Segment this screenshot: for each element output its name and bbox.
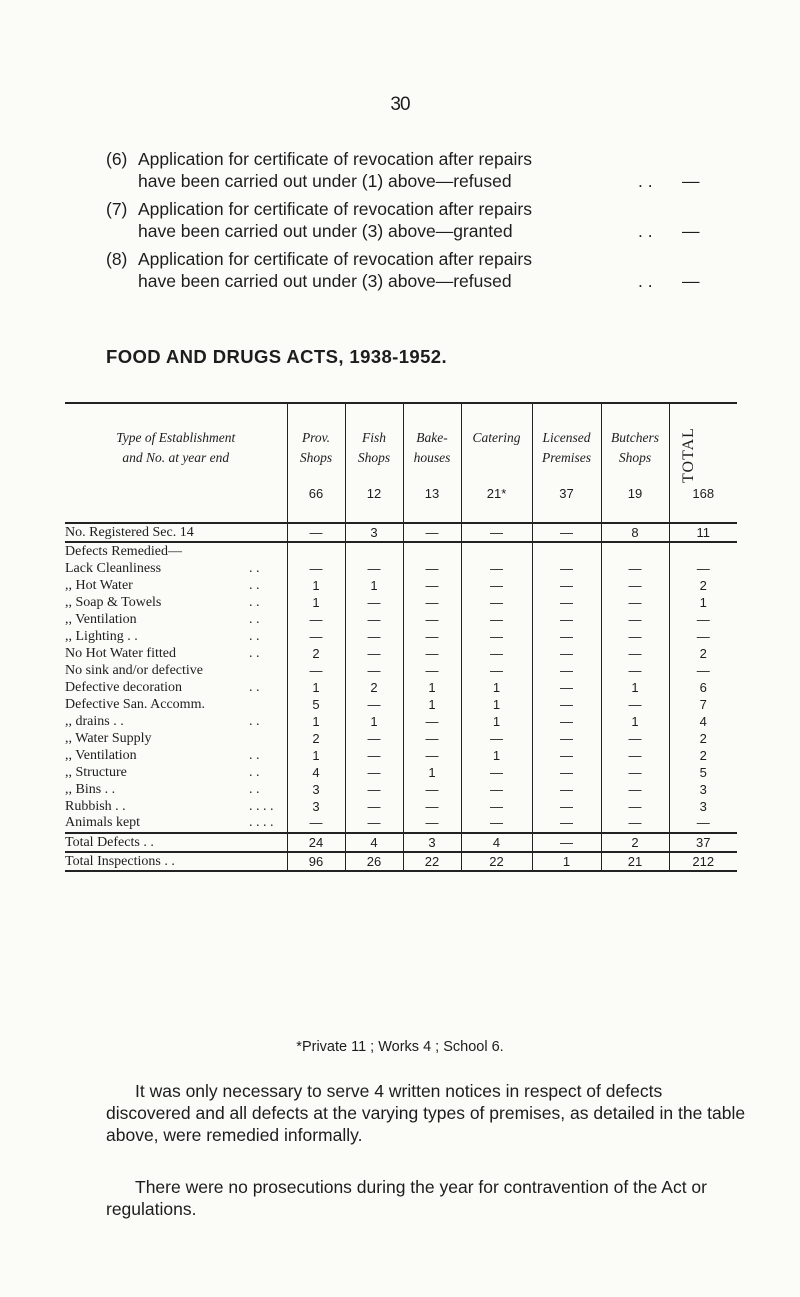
leader-dots: . . — [638, 221, 653, 241]
cell: — — [403, 577, 461, 594]
cell: 2 — [669, 730, 737, 747]
cell: — — [403, 781, 461, 798]
cell: — — [461, 730, 532, 747]
cell: — — [345, 747, 403, 764]
cell: — — [287, 628, 345, 645]
row-label-text: ,, Water Supply — [65, 730, 152, 746]
table-row — [65, 594, 737, 611]
cell: — — [669, 662, 737, 679]
leader-dots: . . — [249, 577, 260, 593]
application-item — [106, 198, 706, 242]
application-item — [106, 148, 706, 192]
column-header — [532, 403, 601, 523]
column-header — [287, 403, 345, 523]
row-label-text: No sink and/or defective — [65, 662, 204, 678]
cell: — — [461, 577, 532, 594]
leader-dots: . . — [249, 560, 260, 576]
row-label — [65, 781, 287, 798]
item-value: — — [682, 221, 700, 241]
application-item — [106, 248, 706, 292]
cell: — — [403, 645, 461, 662]
cell: 21 — [601, 852, 669, 871]
cell: 4 — [461, 833, 532, 852]
cell: — — [669, 628, 737, 645]
item-number: (7) — [106, 199, 128, 219]
table-row — [65, 628, 737, 645]
row-label — [65, 560, 287, 577]
cell: 1 — [287, 679, 345, 696]
cell: 3 — [403, 833, 461, 852]
row-label-text: ,, Ventilation — [65, 747, 137, 763]
cell: — — [601, 560, 669, 577]
row-label — [65, 679, 287, 696]
column-count: 19 — [627, 486, 643, 501]
cell: 96 — [287, 852, 345, 871]
section-heading: FOOD AND DRUGS ACTS, 1938-1952. — [106, 346, 448, 367]
row-label-text: Animals kept — [65, 815, 141, 830]
cell: 2 — [669, 747, 737, 764]
row-label — [65, 696, 287, 713]
row-label-text: ,, Lighting . . — [65, 628, 138, 644]
cell: 3 — [669, 781, 737, 798]
cell: 3 — [287, 798, 345, 815]
column-subtitle: Shops — [299, 450, 333, 465]
cell: — — [403, 713, 461, 730]
cell: 37 — [669, 833, 737, 852]
total-defects-row — [65, 833, 737, 852]
cell: — — [403, 730, 461, 747]
cell: — — [601, 696, 669, 713]
row-label — [65, 594, 287, 611]
row-label — [65, 764, 287, 781]
row-label — [65, 747, 287, 764]
table-row — [65, 730, 737, 747]
cell: 4 — [287, 764, 345, 781]
cell: — — [345, 696, 403, 713]
table-row — [65, 781, 737, 798]
cell: — — [345, 560, 403, 577]
cell: — — [601, 798, 669, 815]
table-row — [65, 560, 737, 577]
cell: — — [461, 628, 532, 645]
column-subtitle: Shops — [618, 450, 652, 465]
row-label — [65, 628, 287, 645]
cell: 8 — [601, 523, 669, 542]
cell: — — [669, 560, 737, 577]
cell: — — [532, 628, 601, 645]
column-title: Bake- — [416, 430, 448, 445]
column-header-total — [669, 403, 737, 523]
cell: — — [345, 798, 403, 815]
column-title: Butchers — [611, 430, 659, 445]
cell: 1 — [461, 713, 532, 730]
table-row — [65, 662, 737, 679]
cell: — — [345, 611, 403, 628]
column-header — [403, 403, 461, 523]
cell: — — [403, 798, 461, 815]
column-count: 21* — [486, 486, 507, 501]
cell: — — [669, 611, 737, 628]
cell: — — [403, 815, 461, 833]
cell: — — [461, 781, 532, 798]
cell: — — [601, 747, 669, 764]
cell: 1 — [287, 747, 345, 764]
cell: — — [461, 594, 532, 611]
header-label-line1: Type of Establishment — [116, 430, 236, 445]
item-value: — — [682, 171, 700, 191]
cell: 3 — [345, 523, 403, 542]
cell: 3 — [669, 798, 737, 815]
cell: — — [345, 764, 403, 781]
cell: — — [532, 594, 601, 611]
table-row — [65, 696, 737, 713]
row-label — [65, 611, 287, 628]
table-row — [65, 713, 737, 730]
cell: 1 — [403, 764, 461, 781]
cell: — — [345, 662, 403, 679]
page-number: 30 — [390, 94, 410, 115]
leader-dots: . . — [249, 747, 260, 763]
cell: — — [601, 594, 669, 611]
cell: — — [532, 798, 601, 815]
cell: 22 — [461, 852, 532, 871]
leader-dots: . . — [249, 594, 260, 610]
item-text-line2: have been carried out under (3) above—refused — [138, 271, 512, 291]
header-establishment — [65, 403, 287, 523]
leader-dots: . . . . — [249, 798, 274, 814]
cell: — — [601, 815, 669, 833]
table-header-row — [65, 403, 737, 523]
cell: — — [461, 798, 532, 815]
cell: — — [403, 594, 461, 611]
cell: 1 — [601, 679, 669, 696]
cell: — — [669, 815, 737, 833]
cell: 1 — [345, 577, 403, 594]
column-title-vertical: TOTAL — [679, 427, 697, 483]
column-title: Fish — [361, 430, 386, 445]
table-row — [65, 747, 737, 764]
column-count: 37 — [559, 486, 574, 501]
item-text-line1: Application for certificate of revocation after repairs — [138, 249, 532, 269]
header-label-line2: and No. at year end — [122, 450, 230, 465]
cell: 26 — [345, 852, 403, 871]
cell: — — [532, 833, 601, 852]
item-number: (8) — [106, 249, 128, 269]
cell: 1 — [403, 696, 461, 713]
cell: — — [532, 611, 601, 628]
cell: — — [532, 662, 601, 679]
row-label — [65, 730, 287, 747]
item-value: — — [682, 271, 700, 291]
leader-dots: . . — [249, 628, 260, 644]
row-label — [65, 645, 287, 662]
cell: — — [601, 628, 669, 645]
cell: 22 — [403, 852, 461, 871]
column-title: Prov. — [301, 430, 331, 445]
cell: 2 — [601, 833, 669, 852]
leader-dots: . . — [638, 171, 653, 191]
row-label-text: No Hot Water fitted — [65, 645, 176, 661]
leader-dots: . . — [249, 645, 260, 661]
row-label-text: ,, drains . . — [65, 713, 124, 729]
column-count: 66 — [308, 486, 324, 501]
paragraph-notices: It was only necessary to serve 4 written notices in respect of defects discovered and all defects at the varying types of premises, as detailed in the table above, were remedied informally. — [106, 1081, 746, 1145]
cell: — — [403, 523, 461, 542]
cell: — — [345, 815, 403, 833]
cell: — — [532, 696, 601, 713]
cell: — — [345, 628, 403, 645]
cell: 2 — [669, 577, 737, 594]
cell: 2 — [287, 730, 345, 747]
cell: — — [532, 764, 601, 781]
column-count: 12 — [366, 486, 382, 501]
column-subtitle: houses — [413, 450, 451, 465]
column-subtitle: Premises — [542, 450, 591, 465]
column-header — [461, 403, 532, 523]
cell: 1 — [287, 713, 345, 730]
cell: — — [532, 747, 601, 764]
row-label — [65, 798, 287, 815]
leader-dots: . . . . — [249, 815, 274, 830]
column-count: 13 — [424, 486, 440, 501]
cell: 1 — [287, 577, 345, 594]
cell: — — [532, 523, 601, 542]
cell: — — [532, 815, 601, 833]
total-inspections-row — [65, 852, 737, 871]
row-label-text: ,, Hot Water — [65, 577, 133, 593]
cell: — — [461, 611, 532, 628]
cell: 5 — [287, 696, 345, 713]
cell: — — [345, 730, 403, 747]
cell: 2 — [287, 645, 345, 662]
cell: 1 — [669, 594, 737, 611]
defects-heading: Defects Remedied— — [65, 544, 183, 559]
cell: — — [461, 645, 532, 662]
cell: — — [532, 730, 601, 747]
cell: — — [461, 560, 532, 577]
cell: — — [287, 560, 345, 577]
cell: 1 — [345, 713, 403, 730]
table-row — [65, 679, 737, 696]
row-label-text: ,, Bins . . — [65, 781, 116, 797]
cell: 6 — [669, 679, 737, 696]
cell: 5 — [669, 764, 737, 781]
table-row — [65, 798, 737, 815]
cell: — — [532, 645, 601, 662]
cell: 1 — [532, 852, 601, 871]
cell: 24 — [287, 833, 345, 852]
cell: — — [345, 645, 403, 662]
cell: — — [601, 764, 669, 781]
cell: 1 — [601, 713, 669, 730]
cell: — — [287, 815, 345, 833]
column-title: Catering — [472, 430, 521, 445]
cell: — — [345, 594, 403, 611]
row-label-text: Rubbish . . — [65, 798, 126, 814]
item-number: (6) — [106, 149, 128, 169]
cell: — — [601, 662, 669, 679]
leader-dots: . . — [249, 679, 260, 695]
cell: — — [403, 747, 461, 764]
paragraph-prosecutions: There were no prosecutions during the year for contravention of the Act or regulations. — [106, 1177, 707, 1219]
cell: 1 — [461, 696, 532, 713]
row-label: Total Inspections . . — [65, 852, 287, 871]
row-label: Total Defects . . — [65, 833, 287, 852]
registered-row — [65, 523, 737, 542]
column-title: Licensed — [542, 430, 591, 445]
cell: 11 — [669, 523, 737, 542]
table-row — [65, 645, 737, 662]
leader-dots: . . — [249, 713, 260, 729]
table-row — [65, 764, 737, 781]
cell: 4 — [345, 833, 403, 852]
defects-heading-row — [65, 542, 737, 560]
cell: 2 — [345, 679, 403, 696]
column-header — [601, 403, 669, 523]
item-text-line1: Application for certificate of revocation after repairs — [138, 149, 532, 169]
cell: — — [461, 764, 532, 781]
cell: — — [532, 781, 601, 798]
leader-dots: . . — [249, 781, 260, 797]
table-row — [65, 611, 737, 628]
cell: — — [601, 611, 669, 628]
column-subtitle: Shops — [357, 450, 391, 465]
footnote: *Private 11 ; Works 4 ; School 6. — [296, 1039, 504, 1055]
row-label — [65, 577, 287, 594]
cell: — — [532, 713, 601, 730]
row-label — [65, 662, 287, 679]
cell: 7 — [669, 696, 737, 713]
cell: — — [601, 577, 669, 594]
cell: — — [601, 645, 669, 662]
cell: 1 — [461, 747, 532, 764]
cell: 1 — [403, 679, 461, 696]
column-count: 168 — [692, 486, 715, 501]
leader-dots: . . — [249, 611, 260, 627]
cell: — — [345, 781, 403, 798]
row-label-text: Defective decoration — [65, 679, 182, 695]
leader-dots: . . — [249, 764, 260, 780]
cell: — — [532, 679, 601, 696]
table-row — [65, 815, 737, 833]
item-text-line2: have been carried out under (3) above—granted — [138, 221, 513, 241]
row-label-text: ,, Soap & Towels — [65, 594, 162, 610]
cell: 212 — [669, 852, 737, 871]
cell: — — [287, 611, 345, 628]
row-label: No. Registered Sec. 14 — [65, 523, 287, 542]
cell: — — [287, 523, 345, 542]
cell: 1 — [461, 679, 532, 696]
applications-list — [106, 148, 706, 298]
cell: — — [461, 815, 532, 833]
cell: 1 — [287, 594, 345, 611]
cell: — — [403, 628, 461, 645]
cell: — — [403, 611, 461, 628]
row-label — [65, 815, 287, 833]
cell: 2 — [669, 645, 737, 662]
row-label-text: Defective San. Accomm. — [65, 696, 205, 712]
item-text-line2: have been carried out under (1) above—refused — [138, 171, 512, 191]
row-label-text: Lack Cleanliness — [65, 560, 162, 576]
cell: 3 — [287, 781, 345, 798]
cell: — — [532, 577, 601, 594]
cell: — — [461, 662, 532, 679]
cell: — — [403, 560, 461, 577]
leader-dots: . . — [638, 271, 653, 291]
cell: — — [287, 662, 345, 679]
cell: — — [461, 523, 532, 542]
row-label-text: ,, Structure — [65, 764, 127, 780]
row-label-text: ,, Ventilation — [65, 611, 137, 627]
cell: — — [601, 781, 669, 798]
table-row — [65, 577, 737, 594]
column-header — [345, 403, 403, 523]
food-drugs-table — [65, 402, 737, 872]
cell: — — [601, 730, 669, 747]
cell: — — [532, 560, 601, 577]
row-label — [65, 713, 287, 730]
cell: — — [403, 662, 461, 679]
item-text-line1: Application for certificate of revocation after repairs — [138, 199, 532, 219]
cell: 4 — [669, 713, 737, 730]
